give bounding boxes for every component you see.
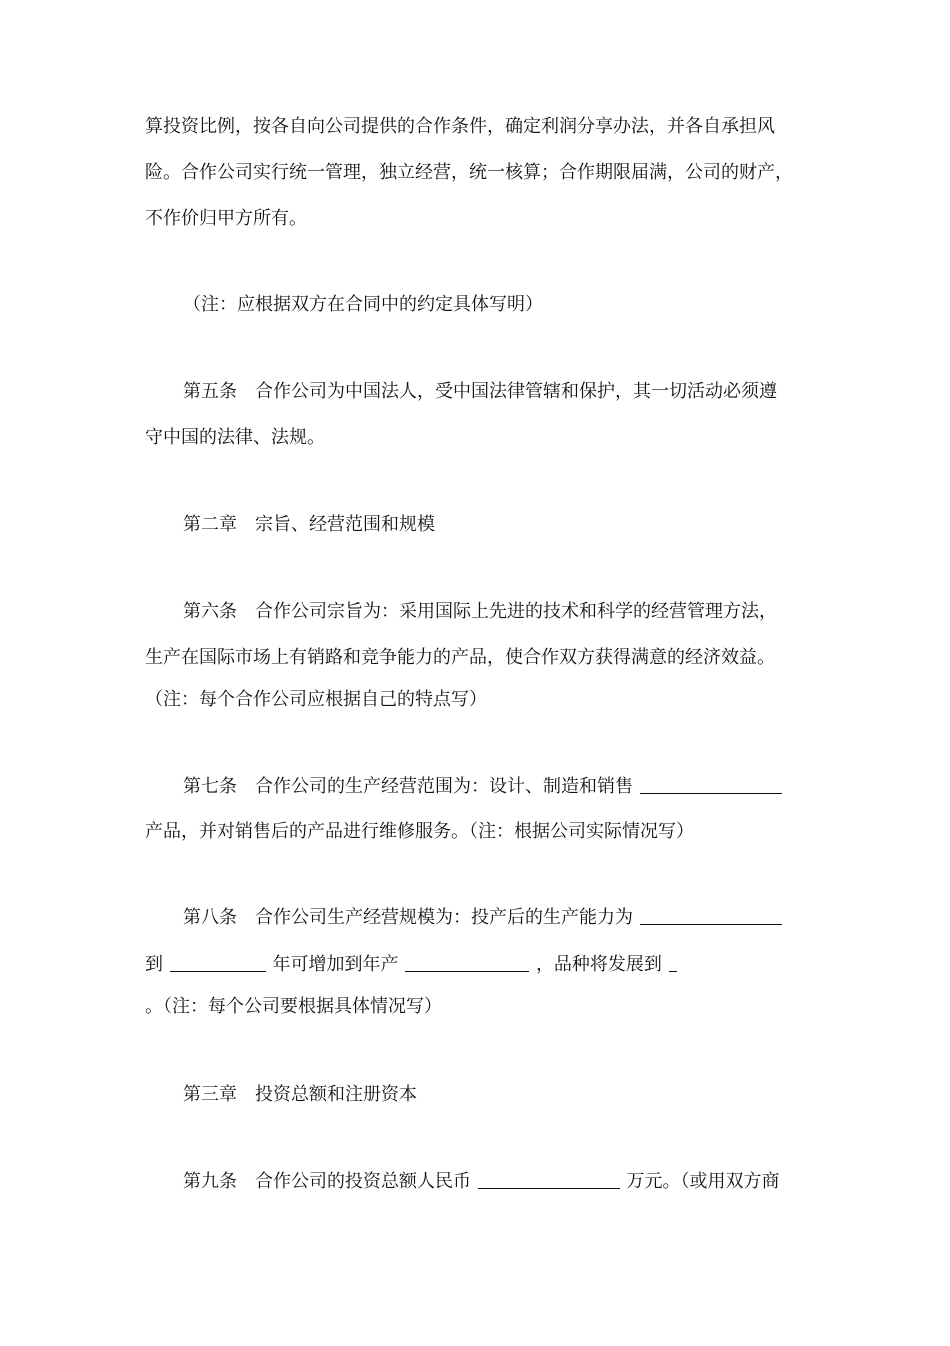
article-8-to-label: 到	[145, 954, 163, 975]
article-8-text: 第八条 合作公司生产经营规模为：投产后的生产能力为	[183, 907, 633, 928]
year-blank-field[interactable]	[170, 953, 266, 972]
paragraph-line	[145, 818, 810, 846]
investment-blank-field[interactable]	[478, 1170, 620, 1189]
article-6-continuation: 生产在国际市场上有销路和竞争能力的产品，使合作双方获得满意的经济效益。	[145, 647, 775, 668]
article-8-line	[183, 904, 810, 932]
paragraph-line	[145, 424, 810, 452]
paragraph-line	[145, 686, 810, 714]
article-9-continuation: 万元。（或用双方商	[626, 1171, 780, 1192]
article-6-line	[183, 598, 810, 626]
chapter-3-heading	[183, 1081, 810, 1109]
paragraph-line	[145, 993, 810, 1021]
article-8-annual-label: 年可增加到年产	[272, 954, 399, 975]
article-5-continuation: 守中国的法律、法规。	[145, 427, 325, 448]
article-5-text: 第五条 合作公司为中国法人，受中国法律管辖和保护，其一切活动必须遵	[183, 381, 777, 402]
paragraph-line	[145, 205, 810, 233]
paragraph-line	[145, 951, 810, 979]
article-6-text: 第六条 合作公司宗旨为：采用国际上先进的技术和科学的经营管理方法，	[183, 601, 777, 622]
text-line-2: 险。合作公司实行统一管理，独立经营，统一核算；合作期限届满，公司的财产，	[145, 162, 793, 183]
text-line-1: 算投资比例，按各自向公司提供的合作条件，确定利润分享办法，并各自承担风	[145, 116, 775, 137]
varieties-blank-field[interactable]	[669, 953, 677, 972]
paragraph-line	[145, 644, 810, 672]
paragraph-line	[145, 113, 810, 141]
article-7-text: 第七条 合作公司的生产经营范围为：设计、制造和销售	[183, 776, 633, 797]
product-blank-field[interactable]	[640, 775, 782, 794]
article-5-line	[183, 378, 810, 406]
article-9-line	[183, 1168, 810, 1196]
note-text: （注：应根据双方在合同中的约定具体写明）	[183, 294, 543, 315]
article-8-note: 。（注：每个公司要根据具体情况写）	[145, 996, 442, 1017]
capacity-blank-field[interactable]	[640, 906, 782, 925]
note-line	[183, 291, 810, 319]
paragraph-line	[145, 159, 810, 187]
article-8-varieties-label: ，品种将发展到	[535, 954, 662, 975]
chapter-heading-text: 第三章 投资总额和注册资本	[183, 1084, 417, 1105]
annual-output-blank-field[interactable]	[405, 953, 529, 972]
article-7-continuation: 产品，并对销售后的产品进行维修服务。（注：根据公司实际情况写）	[145, 821, 694, 842]
text-line-3: 不作价归甲方所有。	[145, 208, 307, 229]
article-9-text: 第九条 合作公司的投资总额人民币	[183, 1171, 471, 1192]
article-6-note: （注：每个合作公司应根据自己的特点写）	[145, 689, 487, 710]
chapter-2-heading	[183, 511, 810, 539]
article-7-line	[183, 773, 810, 801]
chapter-heading-text: 第二章 宗旨、经营范围和规模	[183, 514, 435, 535]
